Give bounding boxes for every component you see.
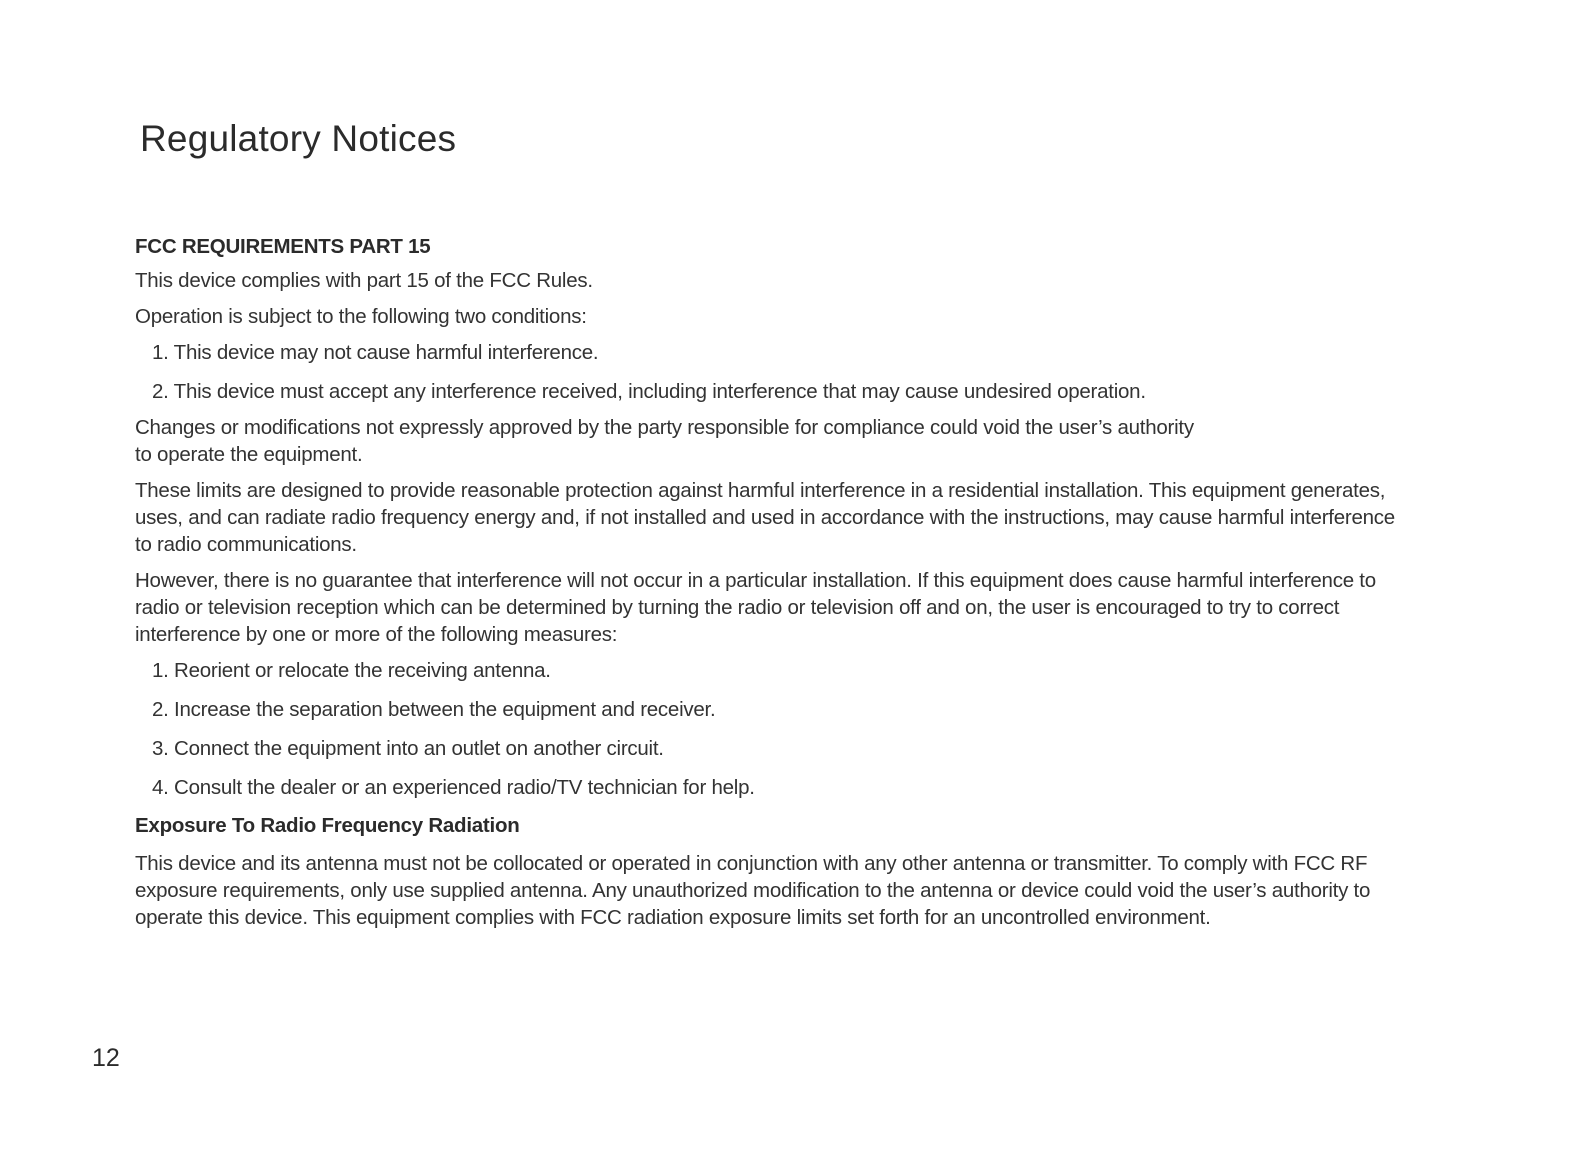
guarantee-paragraph: However, there is no guarantee that interference will not occur in a particular installation. If this equipment does cause harmful interference to radio or television reception which can be determined by turning the radio or television off and on, the user is encouraged to try to correct interference by one or more of the following measures: bbox=[135, 569, 1376, 646]
changes-line-1: Changes or modifications not expressly approved by the party responsible for compliance could void the user’s authority bbox=[135, 416, 1194, 439]
changes-paragraph bbox=[135, 414, 1405, 468]
limits-paragraph: These limits are designed to provide reasonable protection against harmful interference in a residential installation. This equipment generates, uses, and can radiate radio frequency energy and, if not installed and used in accordance with the instructions, may cause harmful interference to radio communications. bbox=[135, 479, 1395, 556]
measures-list bbox=[135, 657, 1405, 801]
fcc-intro-conditions: Operation is subject to the following two conditions: bbox=[135, 305, 587, 328]
changes-line-2: to operate the equipment. bbox=[135, 443, 363, 466]
condition-item: 2. This device must accept any interference received, including interference that may cause undesired operation. bbox=[152, 380, 1146, 403]
fcc-section-heading: FCC REQUIREMENTS PART 15 bbox=[135, 235, 431, 258]
measure-item: 1. Reorient or relocate the receiving antenna. bbox=[152, 659, 551, 682]
measure-item: 2. Increase the separation between the equipment and receiver. bbox=[152, 698, 716, 721]
measure-item: 4. Consult the dealer or an experienced radio/TV technician for help. bbox=[152, 776, 755, 799]
page-title: Regulatory Notices bbox=[140, 118, 457, 159]
rf-exposure-paragraph: This device and its antenna must not be collocated or operated in conjunction with any other antenna or transmitter. To comply with FCC RF exposure requirements, only use supplied antenna. Any unauthorized modification to the antenna or device could void the user’s authority to operate this device. This equipment complies with FCC radiation exposure limits set forth for an uncontrolled environment. bbox=[135, 852, 1371, 929]
condition-item: 1. This device may not cause harmful interference. bbox=[152, 341, 599, 364]
page-number: 12 bbox=[92, 1044, 120, 1072]
rf-section-heading: Exposure To Radio Frequency Radiation bbox=[135, 814, 520, 837]
conditions-list bbox=[135, 339, 1405, 405]
document-body bbox=[135, 233, 1405, 940]
fcc-intro-compliance: This device complies with part 15 of the FCC Rules. bbox=[135, 269, 593, 292]
measure-item: 3. Connect the equipment into an outlet on another circuit. bbox=[152, 737, 664, 760]
